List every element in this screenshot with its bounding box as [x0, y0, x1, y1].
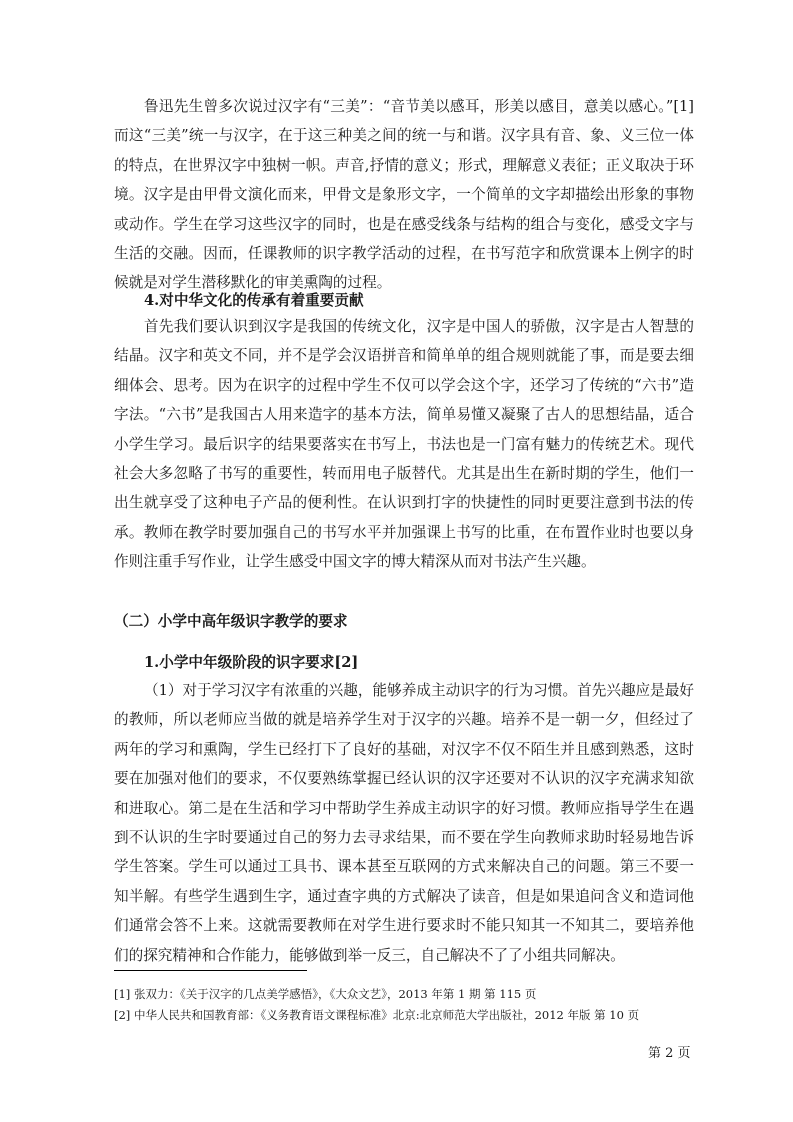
section-heading-requirements: （二）小学中高年级识字教学的要求 — [114, 613, 348, 630]
heading-middle-grade-requirements: 1.小学中年级阶段的识字要求[2] — [144, 654, 359, 671]
paragraph-three-beauties: 鲁迅先生曾多次说过汉字有“三美”：“音节美以感耳，形美以感目，意美以感心。”[1]而这“三美”统一与汉字，在于这三种美之间的统一与和谐。汉字具有音、象、义三位一体的特点，在世界汉字中独树一帜。声音,抒情的意义；形式，理解意义表征；正义取决于环境。汉字是由甲骨文演化而来，甲骨文是象形文字，一个简单的文字却描绘出形象的事物或动作。学生在学习这些汉字的同时，也是在感受线条与结构的组合与变化，感受文字与生活的交融。因而，任课教师的识字教学活动的过程，在书写范字和欣赏课本上例字的时候就是对学生潜移默化的审美熏陶的过程。 — [114, 98, 694, 292]
paragraph-cultural-heritage: 首先我们要认识到汉字是我国的传统文化，汉字是中国人的骄傲，汉字是古人智慧的结晶。汉字和英文不同，并不是学会汉语拼音和简单单的组合规则就能了事，而是要去细细体会、思考。因为在识字的过程中学生不仅可以学会这个字，还学习了传统的“六书”造字法。“六书”是我国古人用来造字的基本方法，简单易懂又凝聚了古人的思想结晶，适合小学生学习。最后识字的结果要落实在书写上，书法也是一门富有魅力的传统艺术。现代社会大多忽略了书写的重要性，转而用电子版替代。尤其是出生在新时期的学生，他们一出生就享受了这种电子产品的便利性。在认识到打字的快捷性的同时更要注意到书法的传承。教师在教学时要加强自己的书写水平并加强课上书写的比重，在布置作业时也要以身作则注重手写作业，让学生感受中国文字的博大精深从而对书法产生兴趣。 — [114, 318, 694, 571]
footnote-separator — [114, 970, 307, 971]
footnote-2: [2] 中华人民共和国教育部：《义务教育语文课程标准》北京:北京师范大学出版社，2012 年版 第 10 页 — [114, 1008, 640, 1022]
page-number: 第 2 页 — [648, 1046, 691, 1061]
footnote-1: [1] 张双力：《关于汉字的几点美学感悟》，《大众文艺》，2013 年第 1 期 第 115 页 — [114, 987, 537, 1001]
heading-cultural-heritage: 4.对中华文化的传承有着重要贡献 — [144, 292, 364, 309]
paragraph-interest-habit: （1）对于学习汉字有浓重的兴趣，能够养成主动识字的行为习惯。首先兴趣应是最好的教师，所以老师应当做的就是培养学生对于汉字的兴趣。培养不是一朝一夕，但经过了两年的学习和熏陶，学生已经打下了良好的基础，对汉字不仅不陌生并且感到熟悉，这时要在加强对他们的要求，不仅要熟练掌握已经认识的汉字还要对不认识的汉字充满求知欲和进取心。第二是在生活和学习中帮助学生养成主动识字的好习惯。教师应指导学生在遇到不认识的生字时要通过自己的努力去寻求结果，而不要在学生向教师求助时轻易地告诉学生答案。学生可以通过工具书、课本甚至互联网的方式来解决自己的问题。第三不要一知半解。有些学生遇到生字，通过查字典的方式解决了读音，但是如果追问含义和造词他们通常会答不上来。这就需要教师在对学生进行要求时不能只知其一不知其二，要培养他们的探究精神和合作能力，能够做到举一反三，自己解决不了了小组共同解决。 — [114, 682, 694, 964]
